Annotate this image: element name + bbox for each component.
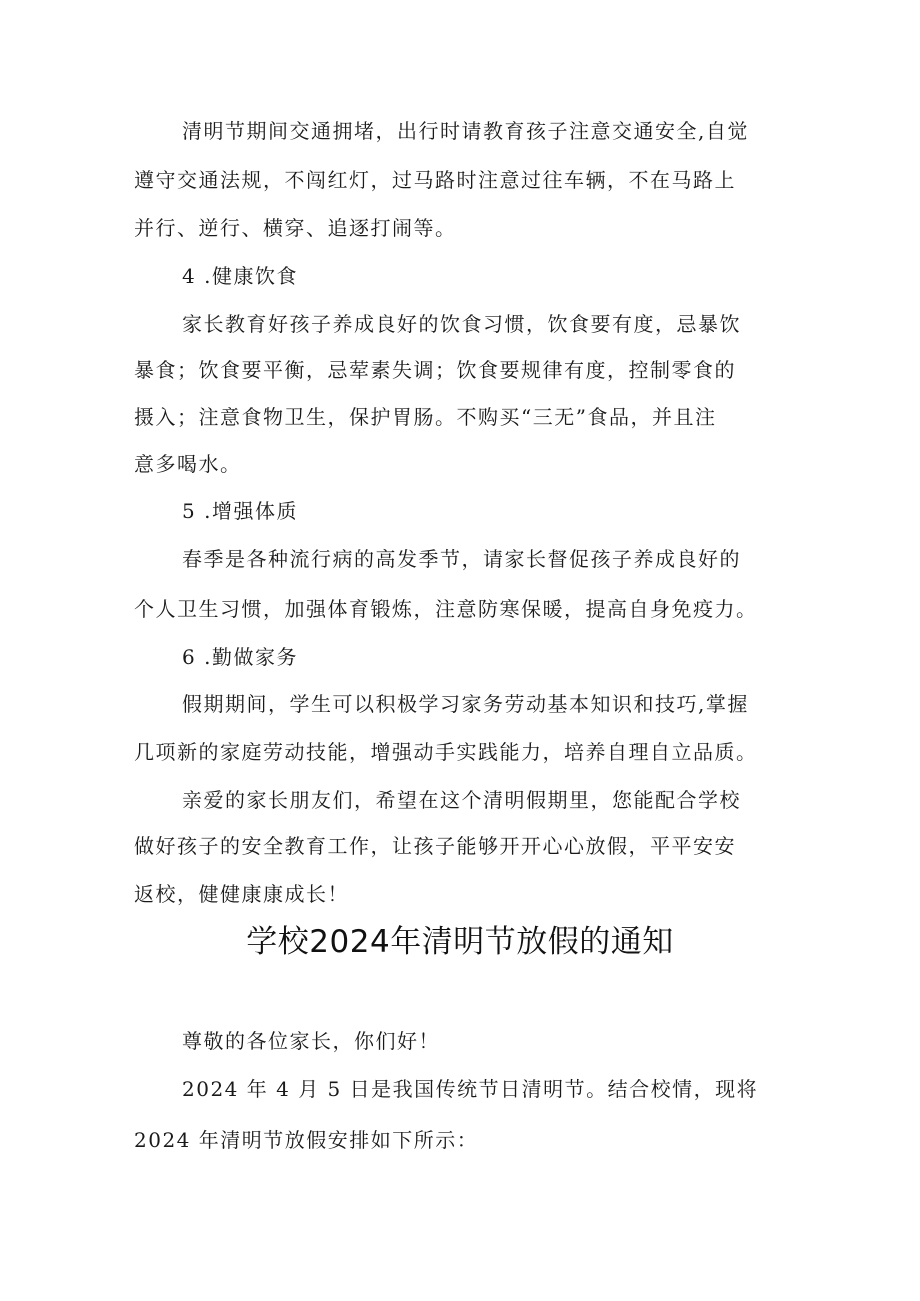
physical-fitness-text-line-1: 春季是各种流行病的高发季节，请家长督促孩子养成良好的 bbox=[182, 547, 741, 571]
traffic-safety-text-line-1: 清明节期间交通拥堵，出行时请教育孩子注意交通安全,自觉 bbox=[182, 119, 749, 143]
physical-fitness-text-line-2: 个人卫生习惯，加强体育锻炼，注意防寒保暖，提高自身免疫力。 bbox=[134, 597, 758, 621]
traffic-safety-text-line-2: 遵守交通法规，不闯红灯，过马路时注意过往车辆，不在马路上 bbox=[134, 168, 736, 192]
traffic-safety-text-line-3: 并行、逆行、横穿、追逐打闹等。 bbox=[134, 216, 457, 240]
greeting-text: 尊敬的各位家长，你们好！ bbox=[182, 1029, 440, 1053]
section-heading-housework: 6 .勤做家务 bbox=[182, 645, 298, 669]
healthy-diet-text-line-1: 家长教育好孩子养成良好的饮食习惯，饮食要有度，忌暴饮 bbox=[182, 312, 741, 336]
housework-text-line-2: 几项新的家庭劳动技能，增强动手实践能力，培养自理自立品质。 bbox=[134, 740, 758, 764]
notice-title: 学校2024年清明节放假的通知 bbox=[246, 924, 674, 960]
notice-text-line-2: 2024 年清明节放假安排如下所示： bbox=[134, 1128, 479, 1152]
healthy-diet-text-line-3: 摄入；注意食物卫生，保护胃肠。不购买“三无”食品，并且注 bbox=[134, 405, 717, 429]
section-heading-physical-fitness: 5 .增强体质 bbox=[182, 499, 298, 523]
closing-text-line-2: 做好孩子的安全教育工作，让孩子能够开开心心放假，平平安安 bbox=[134, 834, 736, 858]
healthy-diet-text-line-4: 意多喝水。 bbox=[134, 452, 242, 476]
housework-text-line-1: 假期期间，学生可以积极学习家务劳动基本知识和技巧,掌握 bbox=[182, 692, 749, 716]
closing-text-line-3: 返校，健健康康成长！ bbox=[134, 882, 349, 906]
healthy-diet-text-line-2: 暴食；饮食要平衡，忌荤素失调；饮食要规律有度，控制零食的 bbox=[134, 358, 736, 382]
section-heading-healthy-diet: 4 .健康饮食 bbox=[182, 264, 298, 288]
closing-text-line-1: 亲爱的家长朋友们，希望在这个清明假期里，您能配合学校 bbox=[182, 788, 741, 812]
notice-text-line-1: 2024 年 4 月 5 日是我国传统节日清明节。结合校情，现将 bbox=[182, 1077, 759, 1101]
